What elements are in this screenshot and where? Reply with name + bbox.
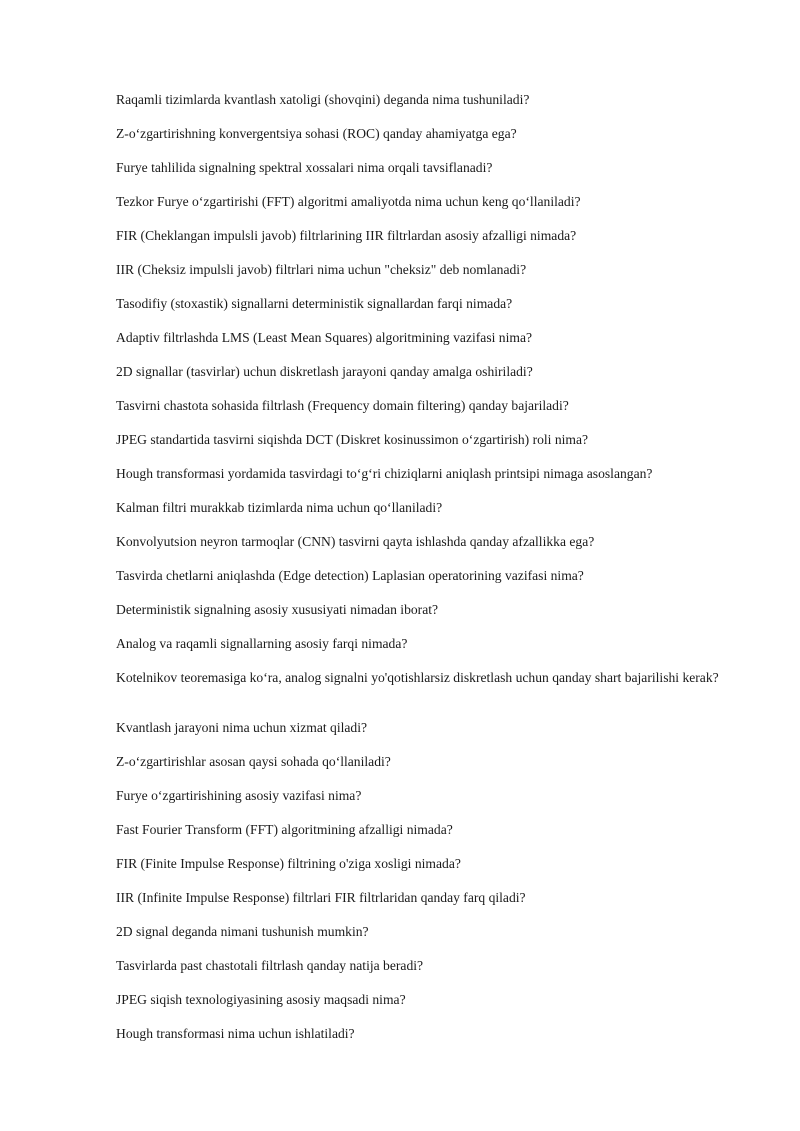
question-item: Raqamli tizimlarda kvantlash xatoligi (shovqini) deganda nima tushuniladi?: [116, 92, 530, 107]
question-item: Deterministik signalning asosiy xususiyati nimadan iborat?: [116, 602, 439, 617]
question-item: FIR (Finite Impulse Response) filtrining o'ziga xosligi nimada?: [116, 856, 461, 871]
question-item: Kotelnikov teoremasiga koʻra, analog signalni yo'qotishlarsiz diskretlash uchun qanday shart bajarilishi kerak?: [116, 670, 719, 685]
question-item: IIR (Cheksiz impulsli javob) filtrlari nima uchun "cheksiz" deb nomlanadi?: [116, 262, 527, 277]
question-item: Z-oʻzgartirishning konvergentsiya sohasi (ROC) qanday ahamiyatga ega?: [116, 126, 517, 141]
question-item: 2D signal deganda nimani tushunish mumkin?: [116, 924, 369, 939]
question-item: Tezkor Furye oʻzgartirishi (FFT) algoritmi amaliyotda nima uchun keng qoʻllaniladi?: [116, 194, 581, 209]
question-item: Adaptiv filtrlashda LMS (Least Mean Squares) algoritmining vazifasi nima?: [116, 330, 533, 345]
question-item: Hough transformasi nima uchun ishlatiladi?: [116, 1026, 355, 1041]
question-item: Furye oʻzgartirishining asosiy vazifasi nima?: [116, 788, 362, 803]
question-item: Kalman filtri murakkab tizimlarda nima uchun qoʻllaniladi?: [116, 500, 443, 515]
question-item: Tasvirlarda past chastotali filtrlash qanday natija beradi?: [116, 958, 424, 973]
question-item: FIR (Cheklangan impulsli javob) filtrlarining IIR filtrlardan asosiy afzalligi nimada?: [116, 228, 577, 243]
question-item: Tasvirda chetlarni aniqlashda (Edge detection) Laplasian operatorining vazifasi nima?: [116, 568, 584, 583]
question-item: Hough transformasi yordamida tasvirdagi toʻgʻri chiziqlarni aniqlash printsipi nimaga asoslangan?: [116, 466, 653, 481]
question-item: Fast Fourier Transform (FFT) algoritmining afzalligi nimada?: [116, 822, 453, 837]
question-item: Konvolyutsion neyron tarmoqlar (CNN) tasvirni qayta ishlashda qanday afzallikka ega?: [116, 534, 595, 549]
question-item: Analog va raqamli signallarning asosiy farqi nimada?: [116, 636, 408, 651]
question-item: Tasvirni chastota sohasida filtrlash (Frequency domain filtering) qanday bajariladi?: [116, 398, 569, 413]
question-item: Furye tahlilida signalning spektral xossalari nima orqali tavsiflanadi?: [116, 160, 493, 175]
question-item: Tasodifiy (stoxastik) signallarni deterministik signallardan farqi nimada?: [116, 296, 513, 311]
question-item: 2D signallar (tasvirlar) uchun diskretlash jarayoni qanday amalga oshiriladi?: [116, 364, 533, 379]
question-item: JPEG standartida tasvirni siqishda DCT (Diskret kosinussimon oʻzgartirish) roli nima?: [116, 432, 589, 447]
question-item: IIR (Infinite Impulse Response) filtrlari FIR filtrlaridan qanday farq qiladi?: [116, 890, 526, 905]
question-item: JPEG siqish texnologiyasining asosiy maqsadi nima?: [116, 992, 406, 1007]
question-item: Kvantlash jarayoni nima uchun xizmat qiladi?: [116, 720, 368, 735]
question-item: Z-oʻzgartirishlar asosan qaysi sohada qoʻllaniladi?: [116, 754, 391, 769]
question-list: [116, 92, 736, 1060]
